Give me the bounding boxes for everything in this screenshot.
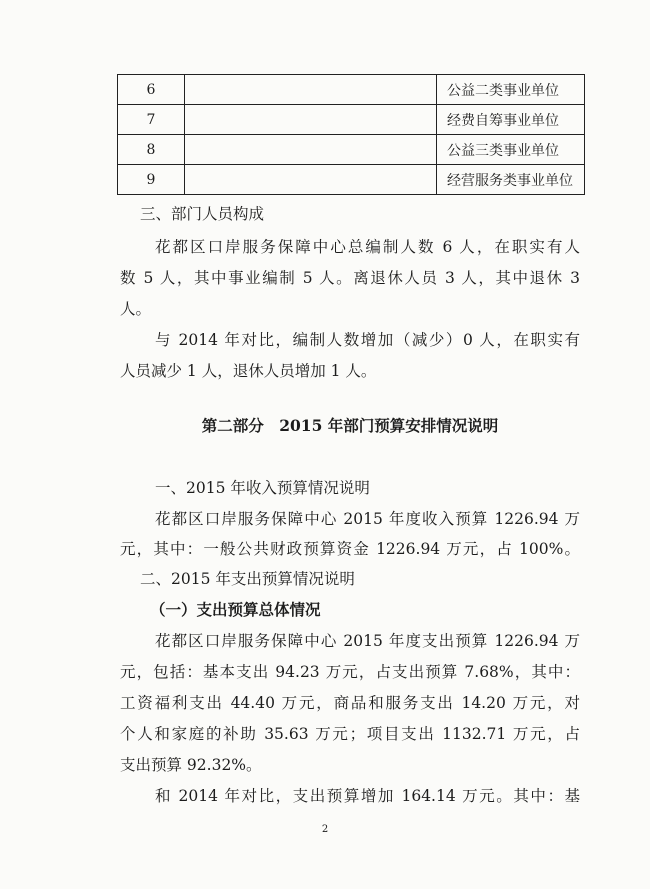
unit-name-cell bbox=[185, 135, 437, 165]
row-number: 8 bbox=[118, 135, 185, 165]
unit-name-cell bbox=[185, 105, 437, 135]
row-number: 6 bbox=[118, 75, 185, 105]
unit-type-cell: 公益三类事业单位 bbox=[437, 135, 585, 165]
table-row bbox=[118, 105, 585, 135]
section-heading-staff: 三、部门人员构成 bbox=[140, 205, 265, 223]
paragraph-line: 元，包括：基本支出 94.23 万元，占支出预算 7.68%，其中： bbox=[120, 663, 580, 681]
paragraph-line: 人员减少 1 人，退休人员增加 1 人。 bbox=[120, 362, 377, 380]
unit-type-cell: 经费自筹事业单位 bbox=[437, 105, 585, 135]
part-title: 第二部分 2015 年部门预算安排情况说明 bbox=[201, 416, 499, 435]
paragraph-line: 人。 bbox=[120, 300, 152, 318]
page-number: 2 bbox=[321, 824, 329, 835]
paragraph-line: 和 2014 年对比，支出预算增加 164.14 万元。其中：基 bbox=[155, 787, 580, 805]
subsection-heading: （一）支出预算总体情况 bbox=[150, 600, 321, 619]
paragraph-line: 个人和家庭的补助 35.63 万元；项目支出 1132.71 万元，占 bbox=[120, 725, 580, 743]
paragraph-line: 与 2014 年对比，编制人数增加（减少）0 人，在职实有 bbox=[155, 331, 580, 349]
paragraph-line: 数 5 人，其中事业编制 5 人。离退休人员 3 人，其中退休 3 bbox=[120, 269, 580, 287]
section-heading-expense: 二、2015 年支出预算情况说明 bbox=[140, 570, 355, 588]
unit-type-cell: 公益二类事业单位 bbox=[437, 75, 585, 105]
paragraph-line: 工资福利支出 44.40 万元，商品和服务支出 14.20 万元，对 bbox=[120, 694, 580, 712]
table-row bbox=[118, 135, 585, 165]
row-number: 7 bbox=[118, 105, 185, 135]
section-heading-income: 一、2015 年收入预算情况说明 bbox=[155, 479, 370, 497]
unit-name-cell bbox=[185, 75, 437, 105]
paragraph-line: 花都区口岸服务保障中心总编制人数 6 人，在职实有人 bbox=[155, 238, 580, 256]
unit-name-cell bbox=[185, 165, 437, 195]
unit-type-table bbox=[117, 74, 585, 195]
paragraph-line: 元，其中：一般公共财政预算资金 1226.94 万元，占 100%。 bbox=[120, 540, 580, 558]
paragraph-line: 花都区口岸服务保障中心 2015 年度支出预算 1226.94 万 bbox=[155, 632, 580, 650]
unit-type-cell: 经营服务类事业单位 bbox=[437, 165, 585, 195]
paragraph-line: 花都区口岸服务保障中心 2015 年度收入预算 1226.94 万 bbox=[155, 510, 580, 528]
table-row bbox=[118, 75, 585, 105]
table-row bbox=[118, 165, 585, 195]
paragraph-line: 支出预算 92.32%。 bbox=[120, 756, 262, 774]
row-number: 9 bbox=[118, 165, 185, 195]
